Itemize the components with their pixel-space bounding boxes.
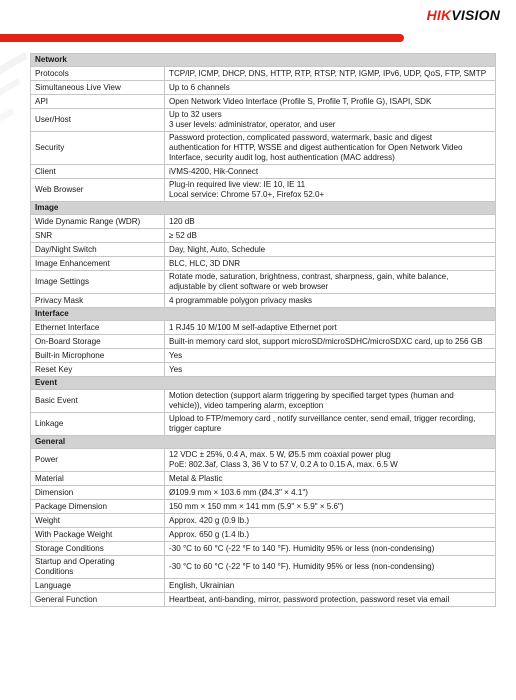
spec-value-line: Ø109.9 mm × 103.6 mm (Ø4.3" × 4.1") (169, 487, 308, 497)
spec-value (165, 109, 496, 132)
spec-row (31, 335, 496, 349)
spec-label: Built-in Microphone (31, 349, 165, 363)
spec-value (165, 335, 496, 349)
spec-row (31, 165, 496, 179)
spec-value-line: -30 °C to 60 °C (-22 °F to 140 °F). Humidity 95% or less (non-condensing) (169, 543, 435, 553)
spec-value-line: Built-in memory card slot, support microSD/microSDHC/microSDXC card, up to 256 GB (169, 336, 483, 346)
spec-row (31, 593, 496, 607)
spec-value (165, 67, 496, 81)
spec-label: API (31, 95, 165, 109)
spec-row (31, 271, 496, 294)
spec-label: User/Host (31, 109, 165, 132)
spec-value-line: Plug-in required live view: IE 10, IE 11 (169, 180, 306, 189)
spec-row (31, 413, 496, 436)
spec-label: Linkage (31, 413, 165, 436)
spec-row (31, 528, 496, 542)
spec-value (165, 500, 496, 514)
spec-label: Material (31, 472, 165, 486)
section-header (31, 436, 496, 449)
spec-row (31, 243, 496, 257)
spec-value-line: Password protection, complicated password, watermark, basic and digest (169, 133, 433, 142)
spec-value-line: Heartbeat, anti-banding, mirror, password protection, password reset via email (169, 594, 450, 604)
spec-value-line: adjustable by client software or web browser (169, 282, 329, 291)
spec-value-line: Interface, security audit log, host authentication (MAC address) (169, 153, 395, 162)
spec-value-line: 4 programmable polygon privacy masks (169, 295, 313, 305)
spec-value-line: iVMS-4200, Hik-Connect (169, 166, 259, 176)
spec-value (165, 294, 496, 308)
spec-label: Package Dimension (31, 500, 165, 514)
spec-value-line: Metal & Plastic (169, 473, 223, 483)
header-red-bar (0, 34, 404, 42)
spec-value (165, 271, 496, 294)
spec-value (165, 349, 496, 363)
spec-value (165, 363, 496, 377)
spec-label: Client (31, 165, 165, 179)
spec-value-line: authentication for HTTP, WSSE and digest authentication for Open Network Video (169, 143, 463, 152)
section-title: General (31, 436, 496, 449)
spec-value (165, 321, 496, 335)
spec-value-line: Up to 6 channels (169, 82, 230, 92)
spec-label: Power (31, 449, 165, 472)
spec-label: On-Board Storage (31, 335, 165, 349)
section-header (31, 308, 496, 321)
spec-value-line: Yes (169, 364, 183, 374)
spec-label: Reset Key (31, 363, 165, 377)
spec-value-line: Motion detection (support alarm triggering by specified target types (human and (169, 391, 454, 400)
spec-value (165, 579, 496, 593)
spec-row (31, 363, 496, 377)
spec-value (165, 413, 496, 436)
spec-value (165, 243, 496, 257)
spec-value-line: Open Network Video Interface (Profile S, Profile T, Profile G), ISAPI, SDK (169, 96, 432, 106)
section-header (31, 54, 496, 67)
section-header (31, 202, 496, 215)
spec-value (165, 390, 496, 413)
spec-row (31, 321, 496, 335)
spec-value-line: Rotate mode, saturation, brightness, contrast, sharpness, gain, white balance, (169, 272, 449, 281)
spec-row (31, 109, 496, 132)
spec-label: Image Enhancement (31, 257, 165, 271)
spec-row (31, 542, 496, 556)
spec-value (165, 215, 496, 229)
spec-row (31, 132, 496, 165)
spec-value-line: BLC, HLC, 3D DNR (169, 258, 241, 268)
spec-value (165, 593, 496, 607)
spec-row (31, 67, 496, 81)
spec-value-line: Up to 32 users (169, 110, 222, 119)
spec-label: Day/Night Switch (31, 243, 165, 257)
spec-row (31, 472, 496, 486)
spec-label: SNR (31, 229, 165, 243)
spec-label: Wide Dynamic Range (WDR) (31, 215, 165, 229)
spec-row (31, 81, 496, 95)
spec-label-line: Startup and Operating (35, 557, 115, 566)
spec-row (31, 390, 496, 413)
spec-row (31, 514, 496, 528)
spec-value-line: 150 mm × 150 mm × 141 mm (5.9" × 5.9" × 5.6") (169, 501, 344, 511)
spec-row (31, 215, 496, 229)
spec-value-line: ≥ 52 dB (169, 230, 197, 240)
spec-value-line: 12 VDC ± 25%, 0.4 A, max. 5 W, Ø5.5 mm coaxial power plug (169, 450, 391, 459)
spec-label: Ethernet Interface (31, 321, 165, 335)
spec-value-line: Approx. 650 g (1.4 lb.) (169, 529, 250, 539)
spec-value (165, 179, 496, 202)
spec-row (31, 229, 496, 243)
spec-value (165, 81, 496, 95)
spec-value (165, 542, 496, 556)
spec-label: Storage Conditions (31, 542, 165, 556)
spec-label: Privacy Mask (31, 294, 165, 308)
spec-label: Weight (31, 514, 165, 528)
spec-row (31, 179, 496, 202)
spec-row (31, 95, 496, 109)
spec-row (31, 257, 496, 271)
spec-label: Simultaneous Live View (31, 81, 165, 95)
spec-row (31, 449, 496, 472)
spec-value (165, 528, 496, 542)
spec-row (31, 579, 496, 593)
spec-value-line: Yes (169, 350, 183, 360)
spec-label: Basic Event (31, 390, 165, 413)
section-title: Network (31, 54, 496, 67)
section-title: Image (31, 202, 496, 215)
section-title: Interface (31, 308, 496, 321)
logo-vision: VISION (451, 7, 500, 23)
spec-row (31, 349, 496, 363)
spec-value (165, 514, 496, 528)
spec-value (165, 257, 496, 271)
spec-value-line: Day, Night, Auto, Schedule (169, 244, 266, 254)
spec-value-line: trigger capture (169, 424, 222, 433)
spec-label: Security (31, 132, 165, 165)
spec-value (165, 472, 496, 486)
spec-value-line: -30 °C to 60 °C (-22 °F to 140 °F). Humidity 95% or less (non-condensing) (169, 562, 435, 571)
spec-row (31, 556, 496, 579)
spec-label: Protocols (31, 67, 165, 81)
spec-value (165, 486, 496, 500)
spec-value-line: vehicle)), video tampering alarm, exception (169, 401, 324, 410)
section-header (31, 377, 496, 390)
spec-value-line: PoE: 802.3af, Class 3, 36 V to 57 V, 0.2 A to 0.15 A, max. 6.5 W (169, 460, 398, 469)
spec-value (165, 229, 496, 243)
spec-label: General Function (31, 593, 165, 607)
hikvision-logo (427, 7, 500, 23)
section-title: Event (31, 377, 496, 390)
spec-row (31, 500, 496, 514)
spec-value (165, 132, 496, 165)
spec-value (165, 165, 496, 179)
spec-value-line: 120 dB (169, 216, 195, 226)
spec-value-line: 1 RJ45 10 M/100 M self-adaptive Ethernet port (169, 322, 337, 332)
spec-label: Language (31, 579, 165, 593)
spec-value-line: Local service: Chrome 57.0+, Firefox 52.0+ (169, 190, 325, 199)
spec-value-line: Approx. 420 g (0.9 lb.) (169, 515, 250, 525)
decorative-stripes (0, 52, 34, 202)
spec-value-line: Upload to FTP/memory card , notify surveillance center, send email, trigger recording, (169, 414, 476, 423)
spec-value-line: TCP/IP, ICMP, DHCP, DNS, HTTP, RTP, RTSP, NTP, IGMP, IPv6, UDP, QoS, FTP, SMTP (169, 68, 487, 78)
spec-label: Image Settings (31, 271, 165, 294)
spec-label-line: Conditions (35, 567, 74, 576)
spec-label: With Package Weight (31, 528, 165, 542)
spec-row (31, 486, 496, 500)
spec-value (165, 95, 496, 109)
logo-hik: HIK (426, 7, 452, 23)
spec-value (165, 556, 496, 579)
spec-value (165, 449, 496, 472)
spec-label (31, 556, 165, 579)
spec-label: Web Browser (31, 179, 165, 202)
spec-row (31, 294, 496, 308)
spec-value-line: 3 user levels: administrator, operator, and user (169, 120, 336, 129)
spec-value-line: English, Ukrainian (169, 580, 235, 590)
spec-label: Dimension (31, 486, 165, 500)
spec-table (30, 53, 496, 607)
